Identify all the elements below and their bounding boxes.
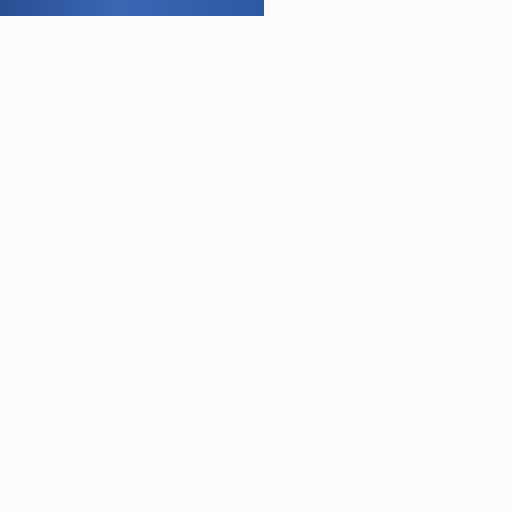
- photo-edge: [0, 0, 264, 16]
